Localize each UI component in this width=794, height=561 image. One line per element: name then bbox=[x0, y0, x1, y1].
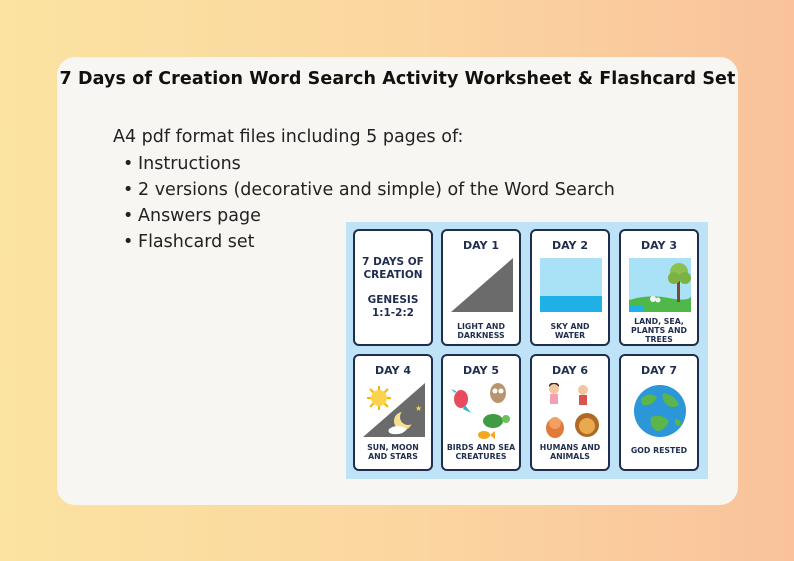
flashcard-caption: LIGHT AND DARKNESS bbox=[457, 322, 505, 340]
sky-water-icon bbox=[540, 258, 602, 312]
flashcard-day-label: DAY 7 bbox=[640, 364, 678, 377]
cover-title: 7 DAYS OF CREATION bbox=[362, 256, 424, 281]
flashcard-day-6 bbox=[530, 354, 610, 471]
flashcard-day-7 bbox=[619, 354, 699, 471]
earth-icon bbox=[629, 383, 691, 439]
flashcard-cover bbox=[353, 229, 433, 346]
flashcard-day-label: DAY 1 bbox=[462, 239, 500, 252]
flashcard-caption: HUMANS AND ANIMALS bbox=[539, 443, 601, 461]
flashcard-caption: LAND, SEA, PLANTS AND TREES bbox=[631, 317, 687, 344]
flashcard-day-4 bbox=[353, 354, 433, 471]
flashcard-day-label: DAY 6 bbox=[551, 364, 589, 377]
flashcard-caption: SKY AND WATER bbox=[550, 322, 590, 340]
flashcard-day-label: DAY 5 bbox=[462, 364, 500, 377]
flashcard-caption: SUN, MOON AND STARS bbox=[367, 443, 419, 461]
list-item: • Instructions bbox=[123, 154, 615, 180]
flashcard-day-label: DAY 4 bbox=[374, 364, 412, 377]
animals-icon bbox=[451, 383, 513, 441]
flashcard-day-5 bbox=[441, 354, 521, 471]
flashcard-day-label: DAY 2 bbox=[551, 239, 589, 252]
sun-moon-icon bbox=[363, 383, 425, 437]
page-title: 7 Days of Creation Word Search Activity Worksheet & Flashcard Set bbox=[59, 69, 736, 89]
flashcard-day-label: DAY 3 bbox=[640, 239, 678, 252]
cover-reference: GENESIS 1:1-2:2 bbox=[367, 294, 419, 319]
flashcard-day-1 bbox=[441, 229, 521, 346]
svg-text:★: ★ bbox=[415, 404, 423, 413]
list-item: • Answers page bbox=[123, 206, 615, 232]
intro-text: A4 pdf format files including 5 pages of: bbox=[113, 127, 464, 147]
flashcard-preview bbox=[346, 222, 708, 479]
flashcard-caption: GOD RESTED bbox=[630, 446, 688, 455]
list-item: • 2 versions (decorative and simple) of the Word Search bbox=[123, 180, 615, 206]
flashcard-day-2 bbox=[530, 229, 610, 346]
flashcard-caption: BIRDS AND SEA CREATURES bbox=[446, 443, 516, 461]
flashcard-day-3 bbox=[619, 229, 699, 346]
tree-icon bbox=[629, 258, 691, 312]
light-darkness-icon bbox=[451, 258, 513, 312]
people-icon bbox=[540, 383, 602, 441]
list-item: • Flashcard set bbox=[123, 232, 615, 258]
